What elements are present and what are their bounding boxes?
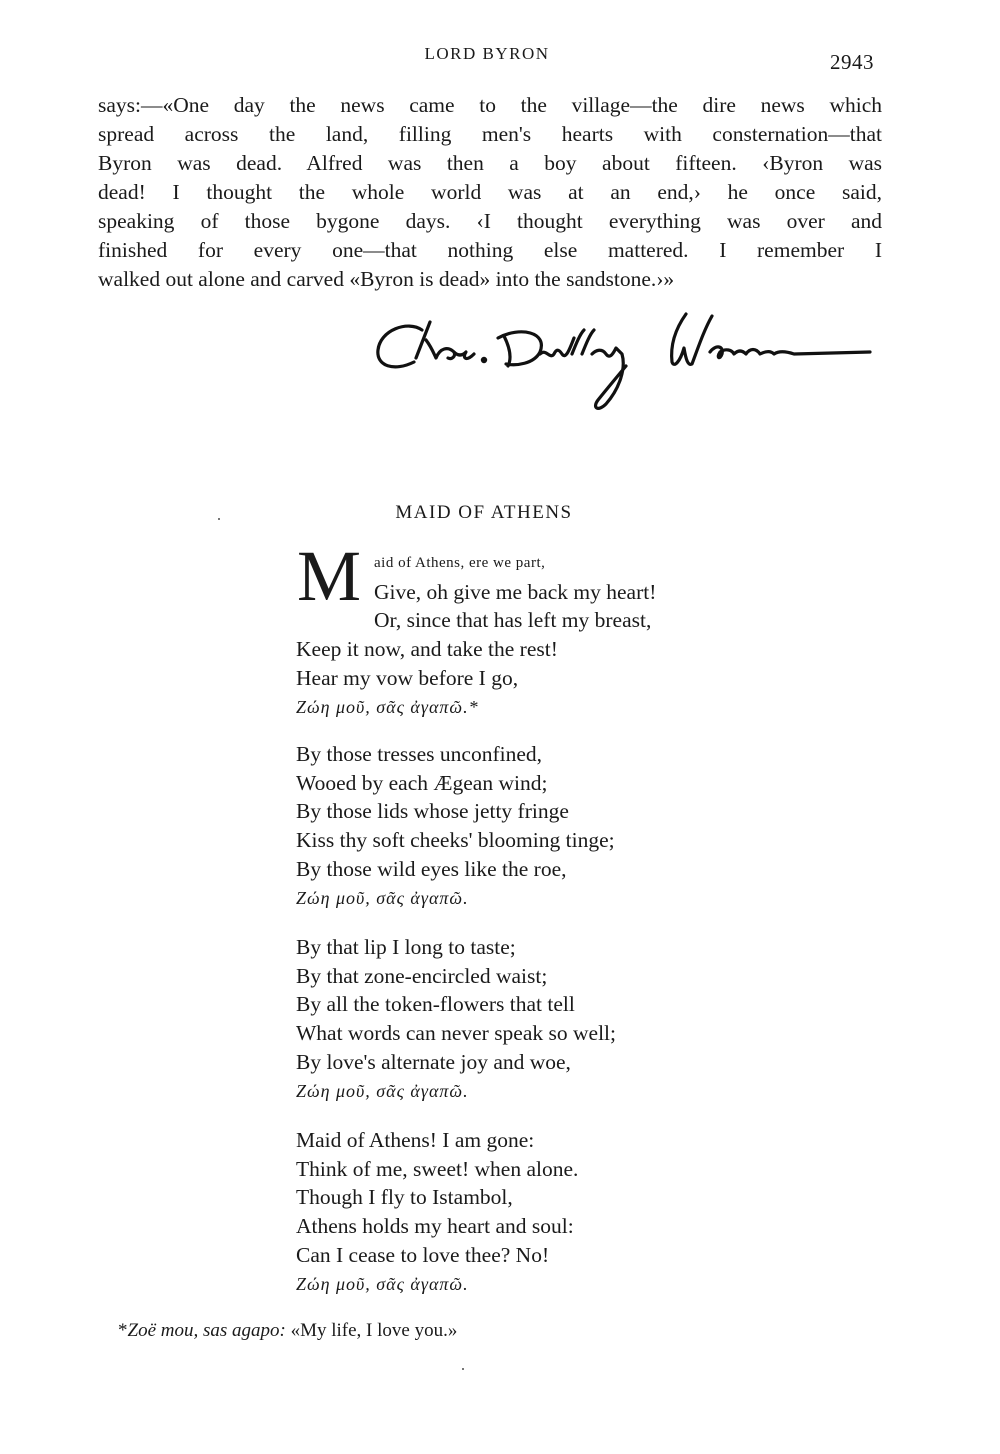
verse-line: What words can never speak so well; [296,1021,617,1046]
stanza-4 [296,1126,578,1298]
handwritten-signature [370,308,880,418]
verse-line: Kiss thy soft cheeks' blooming tinge; [296,828,615,853]
print-speck [462,1368,464,1370]
prose-line: spread across the land, filling men's hearts with consternation—that [98,122,882,146]
verse-line [296,546,656,578]
verse-line: Hear my vow before I go, [296,665,519,690]
refrain-line: Ζώη μοῦ, σᾶς ἀγαπῶ.* [296,696,479,717]
verse-line: Maid of Athens! I am gone: [296,1128,535,1152]
verse-line: By that lip I long to taste; [296,935,516,959]
verse-line: Give, oh give me back my heart! [374,579,657,604]
first-line: aid of Athens, ere we part, [374,555,546,571]
verse-line: Can I cease to love thee? No! [296,1242,550,1267]
verse-line: Though I fly to Istambol, [296,1185,513,1210]
verse-line: Think of me, sweet! when alone. [296,1156,579,1181]
running-head: LORD BYRON [424,44,550,63]
refrain-line: Ζώη μοῦ, σᾶς ἀγαπῶ. [296,1080,469,1101]
prose-line: speaking of those bygone days. ‹I thought everything was over and [98,209,882,233]
poem-title: MAID OF ATHENS [395,502,573,523]
verse-line: By all the token-flowers that tell [296,992,575,1017]
footnote-translation: «My life, I love you.» [290,1320,458,1341]
stanza-3 [296,933,616,1105]
stanza-1 [296,536,657,721]
verse-line: By those wild eyes like the roe, [296,856,567,881]
prose-paragraph [98,91,882,294]
footnote-transliteration: Zoë mou, sas agapo: [127,1320,286,1341]
drop-cap-initial: M [297,536,362,616]
footnote [118,1320,457,1342]
verse-line: By that zone-encircled waist; [296,963,548,988]
prose-line: Byron was dead. Alfred was then a boy about fifteen. ‹Byron was [98,151,882,175]
prose-line: walked out alone and carved «Byron is dead» into the sandstone.›» [98,267,675,291]
verse-line: Athens holds my heart and soul: [296,1214,574,1239]
prose-line: finished for every one—that nothing else mattered. I remember I [98,238,882,262]
verse-line: By those tresses unconfined, [296,742,543,766]
verse-line: By love's alternate joy and woe, [296,1049,571,1074]
footnote-marker: * [118,1320,128,1341]
verse-line: Keep it now, and take the rest! [296,637,558,662]
verse-line: Or, since that has left my breast, [374,608,652,633]
refrain-line: Ζώη μοῦ, σᾶς ἀγαπῶ. [296,887,469,908]
prose-line: dead! I thought the whole world was at an end,› he once said, [98,180,882,204]
refrain-line: Ζώη μοῦ, σᾶς ἀγαπῶ. [296,1273,469,1294]
verse-line: Wooed by each Ægean wind; [296,770,548,795]
stanza-2 [296,740,615,912]
page-number: 2943 [830,50,874,74]
print-speck [218,518,220,520]
prose-line: says:—«One day the news came to the village—the dire news which [98,93,882,117]
verse-line: By those lids whose jetty fringe [296,799,569,824]
